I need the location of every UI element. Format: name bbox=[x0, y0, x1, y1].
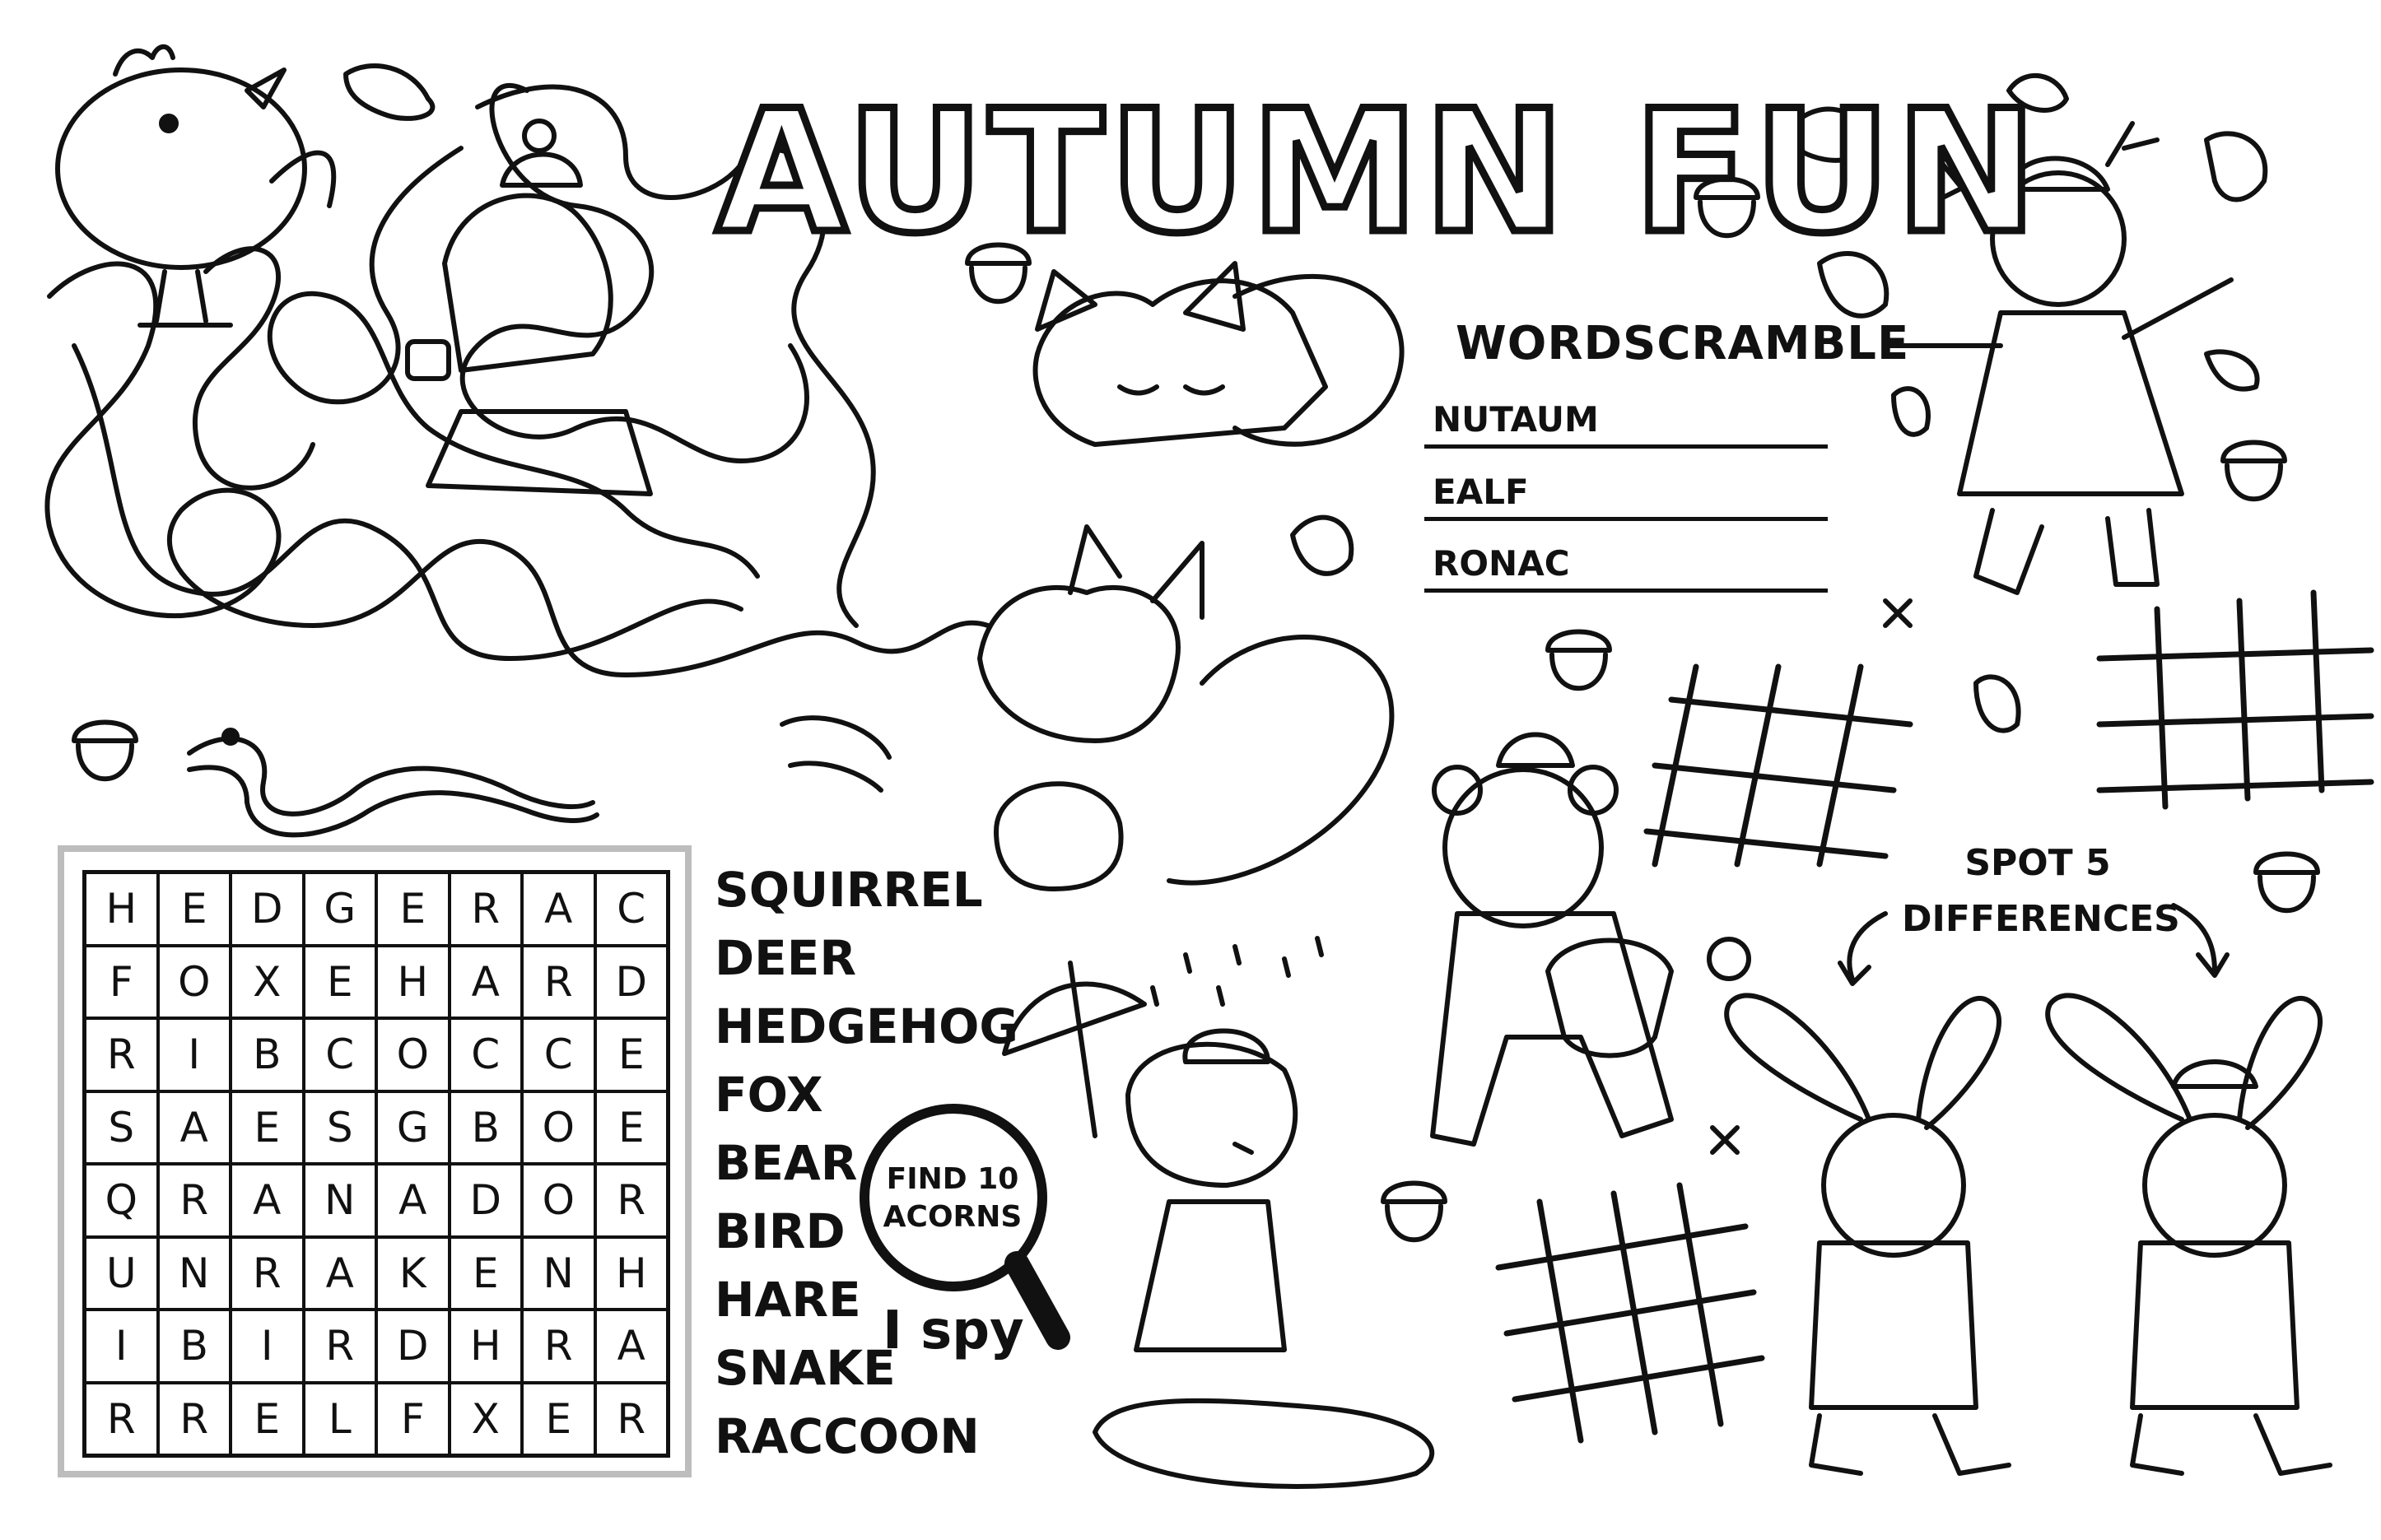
wordsearch-cell[interactable]: U bbox=[85, 1237, 158, 1310]
wordsearch-word: BEAR bbox=[715, 1135, 858, 1191]
wordsearch-grid bbox=[82, 870, 670, 1458]
scramble-word: EALF bbox=[1433, 472, 1529, 512]
x-mark bbox=[1712, 1128, 1737, 1152]
scramble-word: NUTAUM bbox=[1433, 399, 1599, 440]
leaf-icon bbox=[346, 66, 432, 119]
wordsearch-cell[interactable]: S bbox=[85, 1091, 158, 1165]
acorn-icon bbox=[2256, 854, 2318, 911]
wordsearch-cell[interactable]: H bbox=[450, 1310, 523, 1383]
wordscramble-heading: WORDSCRAMBLE bbox=[1456, 317, 1910, 370]
wordsearch-word: SQUIRREL bbox=[715, 862, 983, 918]
wordsearch-cell[interactable]: O bbox=[522, 1091, 595, 1165]
snake-icon bbox=[189, 730, 597, 835]
wordsearch-cell[interactable]: E bbox=[450, 1237, 523, 1310]
wordsearch-cell[interactable]: D bbox=[450, 1164, 523, 1237]
bunny-icon bbox=[2048, 995, 2330, 1473]
wordsearch-cell[interactable]: A bbox=[304, 1237, 377, 1310]
scramble-line[interactable] bbox=[1424, 472, 1828, 521]
fox-icon bbox=[1036, 263, 1402, 444]
wordsearch-cell[interactable]: D bbox=[595, 946, 669, 1019]
leaf-icon bbox=[1976, 677, 2019, 730]
wordsearch-cell[interactable]: E bbox=[231, 1383, 304, 1456]
arrow bbox=[1840, 914, 1885, 984]
wordsearch-cell[interactable]: E bbox=[595, 1018, 669, 1091]
wordsearch-cell[interactable]: H bbox=[376, 946, 450, 1019]
leaf-icon bbox=[1894, 388, 1928, 435]
wordsearch-cell[interactable]: R bbox=[304, 1310, 377, 1383]
wordsearch-cell[interactable]: H bbox=[595, 1237, 669, 1310]
ispy-caption: I spy bbox=[883, 1300, 1024, 1361]
wordsearch-cell[interactable]: E bbox=[304, 946, 377, 1019]
wordsearch-cell[interactable]: R bbox=[85, 1018, 158, 1091]
wordsearch-cell[interactable]: R bbox=[231, 1237, 304, 1310]
ispy-label-bottom: ACORNS bbox=[883, 1200, 1023, 1234]
wordsearch-cell[interactable]: O bbox=[522, 1164, 595, 1237]
wordsearch-cell[interactable]: I bbox=[158, 1018, 231, 1091]
maze-path bbox=[74, 346, 741, 658]
acorn-icon bbox=[2223, 443, 2285, 500]
wordsearch-cell[interactable]: F bbox=[376, 1383, 450, 1456]
wordsearch-cell[interactable]: B bbox=[231, 1018, 304, 1091]
wordsearch-cell[interactable]: A bbox=[522, 872, 595, 946]
wordsearch-cell[interactable]: F bbox=[85, 946, 158, 1019]
wordsearch-cell[interactable]: X bbox=[231, 946, 304, 1019]
wordsearch-cell[interactable]: H bbox=[85, 872, 158, 946]
squirrel-icon bbox=[980, 527, 1391, 889]
wordsearch-cell[interactable]: A bbox=[231, 1164, 304, 1237]
wordsearch-cell[interactable]: R bbox=[595, 1164, 669, 1237]
spot-line-2: DIFFERENCES bbox=[1902, 898, 2180, 940]
wordsearch-cell[interactable]: R bbox=[522, 946, 595, 1019]
ispy-label bbox=[879, 1161, 1026, 1236]
wordsearch-cell[interactable]: D bbox=[376, 1310, 450, 1383]
wordsearch-cell[interactable]: C bbox=[304, 1018, 377, 1091]
wordsearch-cell[interactable]: Q bbox=[85, 1164, 158, 1237]
spot-line-1: SPOT 5 bbox=[1964, 842, 2111, 884]
wordsearch-cell[interactable]: C bbox=[522, 1018, 595, 1091]
x-mark bbox=[1885, 601, 1910, 626]
wordsearch-word: BIRD bbox=[715, 1203, 846, 1259]
raccoon-icon bbox=[1004, 963, 1432, 1486]
wordsearch-cell[interactable]: E bbox=[231, 1091, 304, 1165]
ispy-label-top: FIND 10 bbox=[886, 1162, 1019, 1196]
scramble-line[interactable] bbox=[1424, 399, 1828, 449]
o-mark bbox=[1709, 939, 1749, 979]
raindrop bbox=[1153, 938, 1321, 1004]
wordsearch-cell[interactable]: E bbox=[158, 872, 231, 946]
wordsearch-cell[interactable]: E bbox=[595, 1091, 669, 1165]
wordsearch-cell[interactable]: K bbox=[376, 1237, 450, 1310]
tic-tac-toe-grid bbox=[1498, 1185, 1762, 1440]
wordsearch-word: HEDGEHOG bbox=[715, 998, 1018, 1054]
acorn-icon bbox=[74, 723, 136, 779]
acorn-icon bbox=[1548, 632, 1610, 689]
wordsearch-cell[interactable]: A bbox=[450, 946, 523, 1019]
leaf-icon bbox=[2206, 351, 2258, 388]
wordsearch-cell[interactable]: O bbox=[158, 946, 231, 1019]
wordsearch-cell[interactable]: I bbox=[85, 1310, 158, 1383]
wordsearch-cell[interactable]: E bbox=[376, 872, 450, 946]
scramble-word: RONAC bbox=[1433, 543, 1570, 584]
wordsearch-cell[interactable]: O bbox=[376, 1018, 450, 1091]
leaf-icon bbox=[782, 718, 889, 790]
bear-icon bbox=[1433, 735, 1671, 1145]
wordsearch-cell[interactable]: C bbox=[595, 872, 669, 946]
tic-tac-toe-grid bbox=[2099, 593, 2371, 807]
wordsearch-cell[interactable]: D bbox=[231, 872, 304, 946]
wordsearch-frame bbox=[58, 845, 692, 1477]
wordsearch-cell[interactable]: E bbox=[522, 1383, 595, 1456]
wordsearch-word: RACCOON bbox=[715, 1408, 980, 1464]
wordsearch-cell[interactable]: N bbox=[158, 1237, 231, 1310]
bunny-icon bbox=[1726, 995, 2009, 1473]
wordsearch-cell[interactable]: B bbox=[158, 1310, 231, 1383]
spot-differences-heading bbox=[1902, 835, 2180, 947]
tic-tac-toe-grid bbox=[1647, 667, 1910, 864]
wordsearch-cell[interactable]: R bbox=[158, 1383, 231, 1456]
wordsearch-cell[interactable]: R bbox=[158, 1164, 231, 1237]
wordsearch-cell[interactable]: L bbox=[304, 1383, 377, 1456]
wordsearch-cell[interactable]: B bbox=[450, 1091, 523, 1165]
wordsearch-word: DEER bbox=[715, 930, 857, 986]
wordsearch-cell[interactable]: R bbox=[85, 1383, 158, 1456]
wordsearch-cell[interactable]: N bbox=[522, 1237, 595, 1310]
wordsearch-cell[interactable]: R bbox=[522, 1310, 595, 1383]
wordsearch-cell[interactable]: I bbox=[231, 1310, 304, 1383]
wordsearch-cell[interactable]: N bbox=[304, 1164, 377, 1237]
wordsearch-cell[interactable]: A bbox=[376, 1164, 450, 1237]
bird-icon bbox=[58, 47, 333, 325]
wordsearch-cell[interactable]: G bbox=[304, 872, 377, 946]
wordsearch-cell[interactable]: G bbox=[376, 1091, 450, 1165]
wordsearch-cell[interactable]: A bbox=[595, 1310, 669, 1383]
maze-path bbox=[195, 249, 313, 488]
leaf-icon bbox=[2206, 133, 2265, 199]
wordsearch-cell[interactable]: X bbox=[450, 1383, 523, 1456]
page-title: AUTUMN FUN bbox=[716, 75, 2043, 271]
wordsearch-cell[interactable]: R bbox=[595, 1383, 669, 1456]
wordsearch-word: FOX bbox=[715, 1067, 823, 1123]
wordsearch-word: HARE bbox=[715, 1272, 861, 1328]
scramble-line[interactable] bbox=[1424, 543, 1828, 593]
wordsearch-word: SNAKE bbox=[715, 1340, 896, 1396]
arrow bbox=[2174, 905, 2227, 975]
wordsearch-cell[interactable]: A bbox=[158, 1091, 231, 1165]
leaf-icon bbox=[1293, 518, 1351, 574]
wordsearch-cell[interactable]: C bbox=[450, 1018, 523, 1091]
acorn-icon bbox=[1383, 1184, 1445, 1240]
wordsearch-cell[interactable]: S bbox=[304, 1091, 377, 1165]
wordsearch-cell[interactable]: R bbox=[450, 872, 523, 946]
